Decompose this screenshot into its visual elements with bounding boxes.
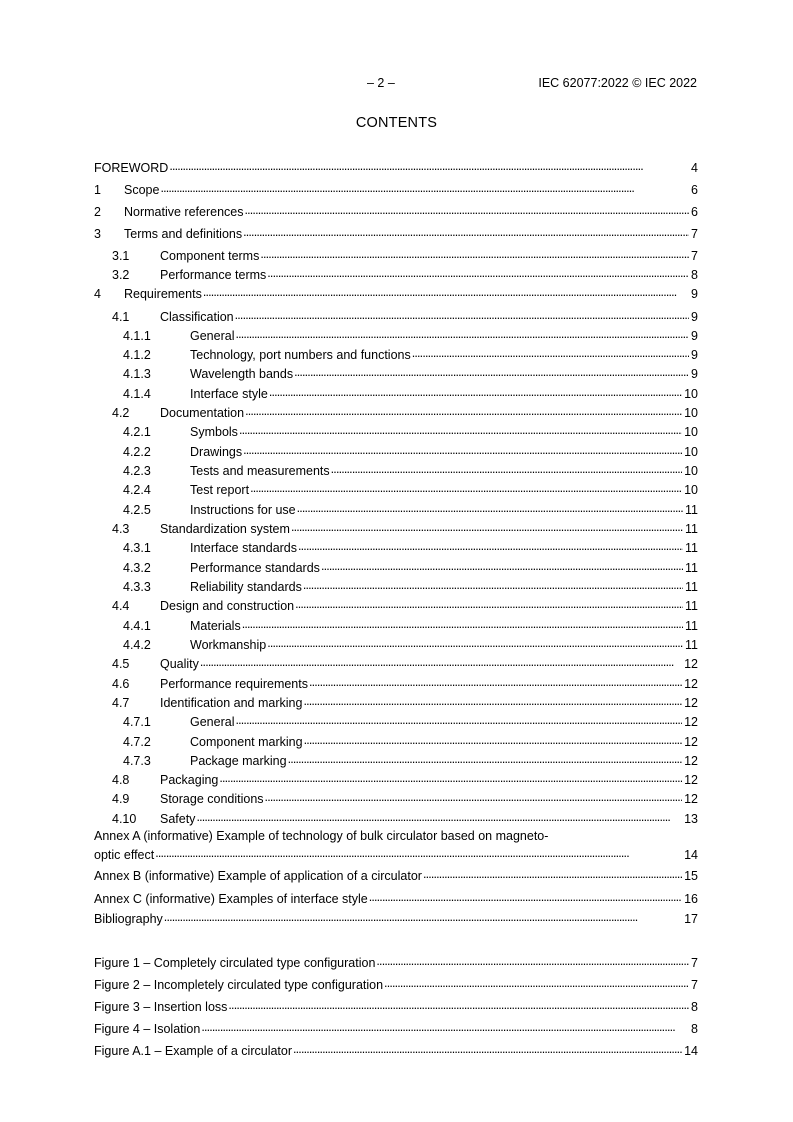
toc-entry-number: 1: [94, 183, 101, 197]
toc-entry-4-3[interactable]: [94, 519, 698, 535]
toc-entry-label: Documentation: [160, 406, 245, 420]
toc-entry-page: 10: [684, 406, 698, 420]
toc-entry-foreword[interactable]: [94, 158, 698, 174]
toc-entry-number: 4.7.1: [123, 715, 151, 729]
toc-entry-4-2-5[interactable]: [94, 500, 698, 516]
toc-entry-page: 6: [691, 205, 698, 219]
toc-entry-page: 16: [684, 892, 698, 906]
toc-entry-page: 11: [685, 580, 698, 594]
toc-entry-4-1-2[interactable]: [94, 345, 698, 361]
toc-entry-label: Tests and measurements: [190, 464, 330, 478]
toc-entry-label: Technology, port numbers and functions: [190, 348, 411, 362]
figure-entry-3[interactable]: [94, 997, 698, 1013]
toc-entry-page: 9: [691, 367, 698, 381]
toc-entry-label: Normative references: [124, 205, 244, 219]
toc-entry-2[interactable]: [94, 202, 698, 218]
toc-entry-label: General: [190, 715, 235, 729]
toc-entry-number: 4.2.4: [123, 483, 151, 497]
toc-entry-label: Test report: [190, 483, 250, 497]
toc-entry-page: 9: [691, 310, 698, 324]
figure-entry-label: Figure 3 – Insertion loss: [94, 1000, 228, 1014]
toc-entry-label: Component terms: [160, 249, 260, 263]
toc-entry-label: Package marking: [190, 754, 287, 768]
figure-entry-label: Figure 4 – Isolation: [94, 1022, 201, 1036]
page-title: CONTENTS: [355, 115, 438, 131]
toc-entry-number: 4.1: [112, 310, 130, 324]
toc-entry-number: 4.4.2: [123, 638, 151, 652]
toc-entry-4-2[interactable]: [94, 403, 698, 419]
toc-entry-number: 4.2.3: [123, 464, 151, 478]
toc-entry-4-3-3[interactable]: [94, 577, 698, 593]
figure-entry-label: Figure 2 – Incompletely circulated type configuration: [94, 978, 384, 992]
toc-entry-label: Wavelength bands: [190, 367, 294, 381]
toc-entry-page: 10: [684, 483, 698, 497]
toc-entry-number: 4.3.1: [123, 541, 151, 555]
toc-entry-label: Performance standards: [190, 561, 320, 575]
toc-entry-page: 11: [685, 503, 698, 517]
toc-entry-4-10[interactable]: [94, 809, 698, 825]
toc-entry-page: 10: [684, 445, 698, 459]
figure-entry-page: 14: [684, 1044, 698, 1058]
toc-entry-number: 4.8: [112, 773, 130, 787]
toc-entry-label: Interface standards: [190, 541, 298, 555]
toc-entry-label: Performance requirements: [160, 677, 308, 691]
toc-entry-page: 10: [684, 387, 698, 401]
toc-entry-label: Workmanship: [190, 638, 267, 652]
toc-entry-4-4-1[interactable]: [94, 616, 698, 632]
toc-entry-page: 7: [691, 227, 698, 241]
toc-entry-number: 4.4: [112, 599, 130, 613]
toc-entry-page: 11: [685, 561, 698, 575]
toc-entry-label: Storage conditions: [160, 792, 264, 806]
toc-entry-label: Annex C (informative) Examples of interface style: [94, 892, 368, 906]
toc-entry-4-2-4[interactable]: [94, 480, 698, 496]
toc-entry-number: 4.3.3: [123, 580, 151, 594]
toc-entry-page: 14: [684, 848, 698, 862]
toc-entry-4[interactable]: [94, 284, 698, 300]
toc-entry-page: 12: [684, 773, 698, 787]
toc-entry-page: 12: [684, 715, 698, 729]
toc-entry-3-1[interactable]: [94, 246, 698, 262]
toc-entry-label: FOREWORD: [94, 161, 169, 175]
toc-entry-4-1[interactable]: [94, 307, 698, 323]
toc-entry-number: 4.1.1: [123, 329, 151, 343]
figure-entry-page: 7: [691, 978, 698, 992]
toc-entry-annex-b[interactable]: [94, 866, 698, 882]
toc-entry-page: 11: [685, 619, 698, 633]
toc-entry-number: 4: [94, 287, 101, 301]
toc-entry-number: 4.3: [112, 522, 130, 536]
toc-entry-number: 3: [94, 227, 101, 241]
toc-entry-label: Packaging: [160, 773, 219, 787]
figure-entry-page: 7: [691, 956, 698, 970]
toc-entry-number: 4.7: [112, 696, 130, 710]
toc-entry-label: Design and construction: [160, 599, 295, 613]
toc-entry-page: 12: [684, 677, 698, 691]
toc-entry-page: 11: [685, 522, 698, 536]
toc-entry-4-1-3[interactable]: [94, 364, 698, 380]
page-header: [0, 76, 793, 92]
toc-entry-number: 4.1.2: [123, 348, 151, 362]
toc-entry-4-3-2[interactable]: [94, 558, 698, 574]
toc-entry-page: 15: [684, 869, 698, 883]
toc-entry-label: Terms and definitions: [124, 227, 243, 241]
toc-entry-label: Standardization system: [160, 522, 290, 536]
toc-entry-bibliography[interactable]: [94, 909, 698, 925]
toc-entry-number: 4.2.1: [123, 425, 151, 439]
toc-entry-number: 4.7.3: [123, 754, 151, 768]
figure-entry-2[interactable]: [94, 975, 698, 991]
toc-entry-annex-c[interactable]: [94, 889, 698, 905]
toc-entry-4-4[interactable]: [94, 596, 698, 612]
toc-entry-page: 6: [691, 183, 698, 197]
toc-entry-annex-a[interactable]: [94, 828, 698, 862]
toc-entry-4-7[interactable]: [94, 693, 698, 709]
toc-entry-4-3-1[interactable]: [94, 538, 698, 554]
page-number: – 2 –: [367, 76, 395, 90]
toc-entry-number: 4.2.5: [123, 503, 151, 517]
toc-entry-label: Annex B (informative) Example of application of a circulator: [94, 869, 422, 883]
toc-entry-page: 12: [684, 657, 698, 671]
toc-entry-4-5[interactable]: [94, 654, 698, 670]
toc-entry-label: Materials: [190, 619, 241, 633]
toc-entry-label: Reliability standards: [190, 580, 302, 594]
toc-entry-number: 4.7.2: [123, 735, 151, 749]
toc-entry-page: 11: [685, 599, 698, 613]
toc-entry-label: Classification: [160, 310, 234, 324]
toc-entry-number: 2: [94, 205, 101, 219]
toc-entry-label: Drawings: [190, 445, 243, 459]
toc-entry-4-4-2[interactable]: [94, 635, 698, 651]
toc-entry-4-9[interactable]: [94, 789, 698, 805]
figure-entry-page: 8: [691, 1000, 698, 1014]
toc-entry-4-7-2[interactable]: [94, 732, 698, 748]
toc-entry-number: 4.4.1: [123, 619, 151, 633]
toc-entry-number: 4.2.2: [123, 445, 151, 459]
toc-entry-page: 12: [684, 792, 698, 806]
toc-entry-page: 11: [685, 541, 698, 555]
toc-entry-number: 3.1: [112, 249, 130, 263]
toc-entry-4-1-1[interactable]: [94, 326, 698, 342]
toc-entry-4-1-4[interactable]: [94, 384, 698, 400]
toc-entry-label: Component marking: [190, 735, 303, 749]
toc-entry-label: optic effect: [94, 848, 155, 862]
figure-entry-a1[interactable]: [94, 1041, 698, 1057]
toc-entry-number: 4.10: [112, 812, 137, 826]
toc-entry-number: 4.3.2: [123, 561, 151, 575]
toc-entry-4-8[interactable]: [94, 770, 698, 786]
toc-entry-number: 4.1.4: [123, 387, 151, 401]
toc-entry-page: 12: [684, 696, 698, 710]
toc-entry-label: Instructions for use: [190, 503, 296, 517]
toc-entry-label: Identification and marking: [160, 696, 303, 710]
toc-entry-page: 9: [691, 287, 698, 301]
toc-entry-page: 12: [684, 754, 698, 768]
figure-entry-1[interactable]: [94, 953, 698, 969]
toc-entry-label: Scope: [124, 183, 160, 197]
toc-entry-3[interactable]: [94, 224, 698, 240]
toc-entry-page: 13: [684, 812, 698, 826]
toc-entry-number: 4.5: [112, 657, 130, 671]
toc-entry-number: 3.2: [112, 268, 130, 282]
toc-entry-page: 17: [684, 912, 698, 926]
toc-entry-page: 9: [691, 348, 698, 362]
toc-entry-annex-a-line2: [94, 845, 698, 861]
toc-entry-1[interactable]: [94, 180, 698, 196]
toc-entry-4-2-2[interactable]: [94, 442, 698, 458]
toc-entry-page: 12: [684, 735, 698, 749]
figure-entry-label: Figure 1 – Completely circulated type configuration: [94, 956, 376, 970]
toc-entry-4-7-1[interactable]: [94, 712, 698, 728]
figure-entry-page: 8: [691, 1022, 698, 1036]
toc-entry-3-2[interactable]: [94, 265, 698, 281]
toc-entry-number: 4.2: [112, 406, 130, 420]
toc-entry-4-2-3[interactable]: [94, 461, 698, 477]
toc-entry-label: Quality: [160, 657, 199, 671]
toc-entry-label: General: [190, 329, 235, 343]
toc-entry-page: 11: [685, 638, 698, 652]
toc-entry-label: Bibliography: [94, 912, 163, 926]
toc-entry-page: 10: [684, 464, 698, 478]
toc-entry-4-2-1[interactable]: [94, 422, 698, 438]
toc-entry-label: Interface style: [190, 387, 268, 401]
toc-entry-number: 4.6: [112, 677, 130, 691]
figure-entry-4[interactable]: [94, 1019, 698, 1035]
toc-entry-page: 10: [684, 425, 698, 439]
toc-entry-page: 8: [691, 268, 698, 282]
figure-entry-label: Figure A.1 – Example of a circulator: [94, 1044, 293, 1058]
standard-reference: IEC 62077:2022 © IEC 2022: [538, 76, 697, 90]
toc-entry-page: 4: [691, 161, 698, 175]
toc-entry-page: 9: [691, 329, 698, 343]
toc-entry-label: Annex A (informative) Example of technology of bulk circulator based on magneto-: [94, 829, 549, 843]
toc-entry-number: 4.1.3: [123, 367, 151, 381]
toc-entry-page: 7: [691, 249, 698, 263]
toc-entry-4-7-3[interactable]: [94, 751, 698, 767]
toc-entry-4-6[interactable]: [94, 674, 698, 690]
toc-entry-label: Performance terms: [160, 268, 267, 282]
toc-entry-label: Symbols: [190, 425, 238, 439]
toc-entry-number: 4.9: [112, 792, 130, 806]
toc-entry-label: Requirements: [124, 287, 202, 301]
toc-entry-label: Safety: [160, 812, 196, 826]
